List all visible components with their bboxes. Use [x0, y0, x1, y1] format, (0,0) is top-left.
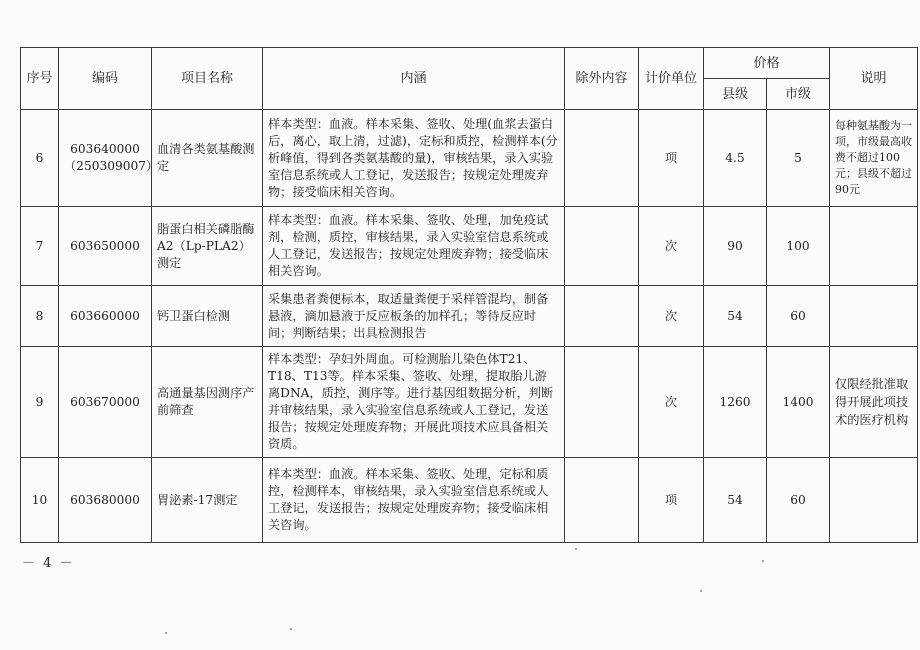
row-city-price: 1400	[767, 347, 830, 458]
table-header	[21, 48, 918, 110]
row-name: 血清各类氨基酸测定	[152, 110, 263, 207]
page-number: － 4 －	[22, 556, 75, 571]
row-county-price: 54	[704, 286, 767, 347]
row-code	[59, 286, 152, 347]
table-row	[21, 286, 918, 347]
row-seq: 7	[21, 207, 59, 286]
code-primary: 603680000	[70, 492, 140, 507]
row-seq: 8	[21, 286, 59, 347]
row-city-price: 5	[767, 110, 830, 207]
header-excluded: 除外内容	[565, 48, 639, 110]
table-row	[21, 347, 918, 458]
row-seq: 10	[21, 458, 59, 543]
code-primary: 603660000	[70, 308, 140, 323]
row-unit: 项	[639, 110, 704, 207]
table-row	[21, 110, 918, 207]
row-excluded	[565, 207, 639, 286]
row-excluded	[565, 110, 639, 207]
row-content: 样本类型：孕妇外周血。可检测胎儿染色体T21、T18、T13等。样本采集、签收、处理，提取胎儿游离DNA，质控，测序等。进行基因组数据分析，判断并审核结果，录入实验室信息系统或人工登记，发送报告；按规定处理废弃物；开展此项技术应具备相关资质。	[263, 347, 565, 458]
row-content: 样本类型：血液。样本采集、签收、处理(血浆去蛋白后，离心，取上清，过滤)，定标和质控，检测样本(分析峰值，得到各类氨基酸的量)，审核结果，录入实验室信息系统或人工登记，发送报告；按规定处理废弃物；接受临床相关咨询。	[263, 110, 565, 207]
row-county-price: 90	[704, 207, 767, 286]
row-city-price: 100	[767, 207, 830, 286]
code-primary: 603640000	[70, 142, 140, 156]
scan-speck	[290, 628, 292, 630]
row-code	[59, 347, 152, 458]
row-content: 样本类型：血液。样本采集、签收、处理，加免疫试剂，检测，质控，审核结果，录入实验室信息系统或人工登记，发送报告；按规定处理废弃物；接受临床相关咨询。	[263, 207, 565, 286]
header-unit: 计价单位	[639, 48, 704, 110]
header-name: 项目名称	[152, 48, 263, 110]
row-note: 仅限经批准取得开展此项技术的医疗机构	[830, 347, 918, 458]
fee-table	[20, 47, 918, 543]
row-name: 钙卫蛋白检测	[152, 286, 263, 347]
scan-speck	[762, 560, 764, 562]
row-city-price: 60	[767, 286, 830, 347]
header-seq: 序号	[21, 48, 59, 110]
row-note	[830, 458, 918, 543]
row-county-price: 54	[704, 458, 767, 543]
row-content: 样本类型：血液。样本采集、签收、处理，定标和质控，检测样本，审核结果，录入实验室信息系统或人工登记，发送报告；按规定处理废弃物；接受临床相关咨询。	[263, 458, 565, 543]
row-note	[830, 286, 918, 347]
row-excluded	[565, 347, 639, 458]
scan-speck	[165, 632, 167, 634]
row-code	[59, 458, 152, 543]
table-row	[21, 458, 918, 543]
header-content: 内涵	[263, 48, 565, 110]
code-primary: 603670000	[70, 394, 140, 409]
row-name: 胃泌素-17测定	[152, 458, 263, 543]
row-excluded	[565, 458, 639, 543]
header-county: 县级	[704, 79, 767, 110]
row-unit: 次	[639, 347, 704, 458]
row-county-price: 1260	[704, 347, 767, 458]
row-code	[59, 110, 159, 207]
row-excluded	[565, 286, 639, 347]
row-content: 采集患者粪便标本，取适量粪便于采样管混均，制备悬液，滴加悬液于反应板条的加样孔；等待反应时间；判断结果；出具检测报告	[263, 286, 565, 347]
header-city: 市级	[767, 79, 830, 110]
row-seq: 9	[21, 347, 59, 458]
row-seq: 6	[21, 110, 59, 207]
row-unit: 次	[639, 286, 704, 347]
row-unit: 项	[639, 458, 704, 543]
row-note: 每种氨基酸为一项，市级最高收费不超过100元；县级不超过90元	[830, 110, 918, 207]
code-primary: 603650000	[70, 238, 140, 253]
row-city-price: 60	[767, 458, 830, 543]
table-row	[21, 207, 918, 286]
row-name: 高通量基因测序产前筛查	[152, 347, 263, 458]
header-note: 说明	[830, 48, 918, 110]
row-code	[59, 207, 152, 286]
code-secondary: （250309007）	[64, 159, 159, 173]
header-code: 编码	[59, 48, 152, 110]
row-note	[830, 207, 918, 286]
header-price: 价格	[704, 48, 830, 79]
scan-speck	[700, 590, 702, 592]
row-county-price: 4.5	[704, 110, 767, 207]
scan-speck	[575, 548, 577, 550]
row-unit: 次	[639, 207, 704, 286]
row-name: 脂蛋白相关磷脂酶A2（Lp-PLA2）测定	[152, 207, 263, 286]
